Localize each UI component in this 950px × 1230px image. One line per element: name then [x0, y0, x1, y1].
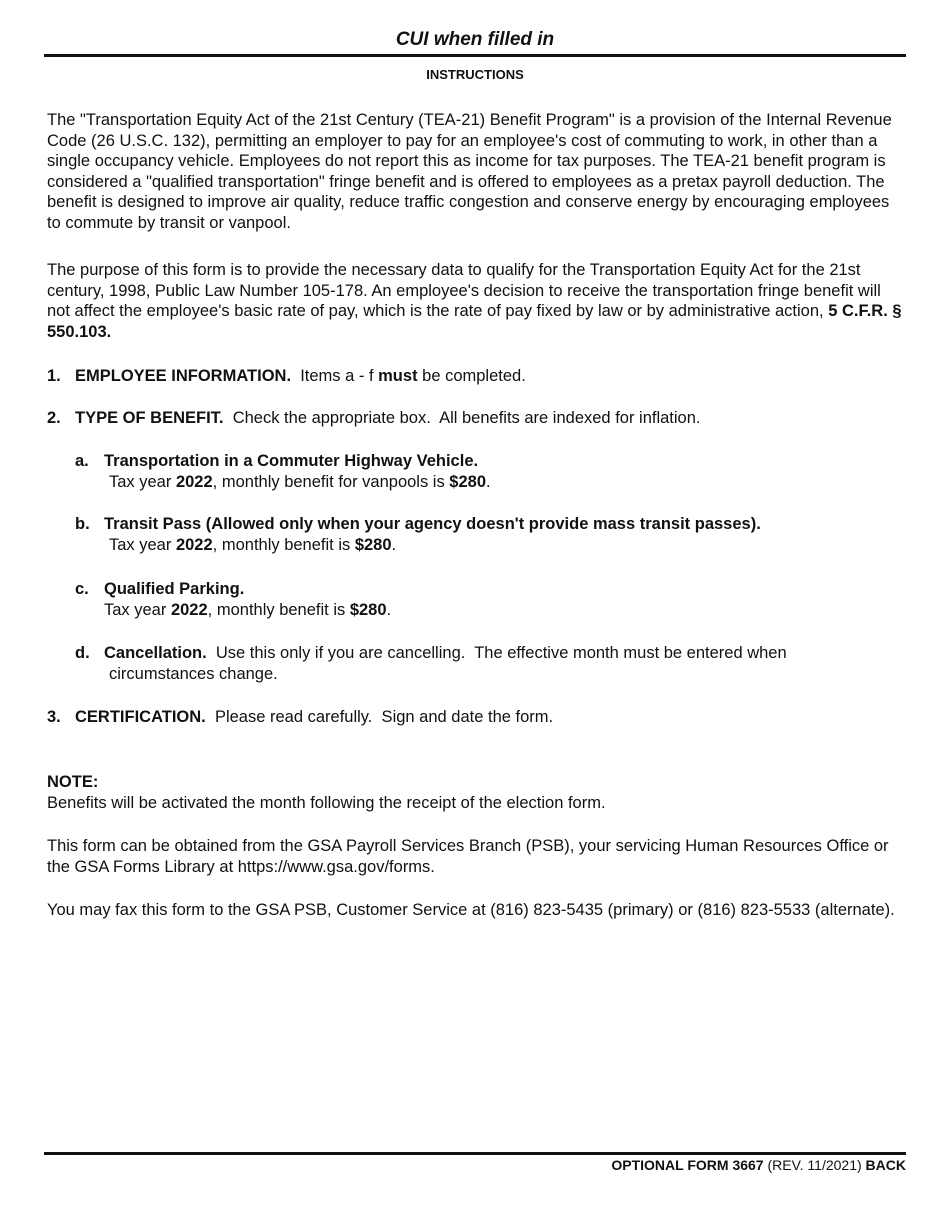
benefit-c-year: 2022 — [170, 601, 208, 619]
cfr-citation: 5 C.F.R. § 550.103. — [47, 302, 902, 341]
benefit-d-letter: d. — [75, 644, 90, 662]
benefit-b-amount: $280 — [354, 536, 392, 554]
item-3-heading: CERTIFICATION. — [75, 708, 206, 726]
benefit-a-detail: Tax year 2022, monthly benefit for vanpools is $280. — [109, 473, 491, 491]
form-revision: (REV. 11/2021) — [763, 1157, 866, 1173]
intro-paragraph-2-text: The purpose of this form is to provide the necessary data to qualify for the Transportation Equity Act for the 21st century, 1998, Public Law Number 105-178. An employee's decision to receive the transportation fringe benefit will not affect the employee's basic rate of pay, which is the rate of pay fixed by law or by administrative action, — [47, 261, 881, 321]
item-1-employee-information — [75, 366, 905, 387]
benefit-c-amount: $280 — [349, 601, 387, 619]
benefit-d-text: Use this only if you are cancelling. The effective month must be entered when — [206, 644, 787, 662]
benefit-a — [104, 451, 904, 493]
benefit-d — [104, 643, 904, 685]
cui-header-title: CUI when filled in — [395, 29, 555, 50]
footer-rule — [44, 1152, 906, 1155]
benefit-c-letter: c. — [75, 580, 89, 598]
item-1-number: 1. — [47, 367, 61, 385]
item-1-must: must — [378, 367, 418, 385]
benefit-c — [104, 579, 904, 621]
item-1-heading: EMPLOYEE INFORMATION. — [75, 367, 292, 385]
note-form-source-text: This form can be obtained from the GSA Payroll Services Branch (PSB), your servicing Human Resources Office or the GSA Forms Library at https://www.gsa.gov/forms. — [47, 837, 889, 876]
item-1-text-pre: Items a - f — [291, 367, 379, 385]
benefit-d-title: Cancellation. — [104, 644, 207, 662]
header-rule — [44, 54, 906, 57]
benefit-c-detail: Tax year 2022, monthly benefit is $280. — [104, 601, 392, 619]
note-activation-text: Benefits will be activated the month following the receipt of the election form. — [47, 794, 606, 812]
form-footer — [611, 1157, 906, 1174]
item-3-text: Please read carefully. Sign and date the form. — [205, 708, 554, 726]
intro-paragraph-1: The "Transportation Equity Act of the 21st Century (TEA-21) Benefit Program" is a provision of the Internal Revenue Code (26 U.S.C. 132), permitting an employer to pay for an employee's cost of commuting to work, in other than a single occupancy vehicle. Employees do not report this as income for tax purposes. The TEA-21 benefit program is considered a "qualified transportation" fringe benefit and is offered to employees as a pretax payroll deduction. The benefit is designed to improve air quality, reduce traffic congestion and conserve energy by encouraging employees to commute by transit or vanpool. — [47, 111, 892, 232]
benefit-b — [104, 514, 904, 556]
benefit-b-detail: Tax year 2022, monthly benefit is $280. — [109, 536, 397, 554]
intro-paragraph-2 — [47, 260, 907, 342]
item-1-text-post: be completed. — [417, 367, 526, 385]
item-3-number: 3. — [47, 708, 61, 726]
benefit-a-title: Transportation in a Commuter Highway Vehicle. — [104, 452, 479, 470]
form-side: BACK — [865, 1157, 906, 1173]
item-2-type-of-benefit — [75, 408, 905, 429]
item-3-certification — [75, 707, 905, 728]
note-fax-text: You may fax this form to the GSA PSB, Customer Service at (816) 823-5435 (primary) or (816) 823-5533 (alternate). — [47, 901, 895, 919]
benefit-b-title: Transit Pass (Allowed only when your agency doesn't provide mass transit passes). — [104, 515, 761, 533]
benefit-a-amount: $280 — [449, 473, 487, 491]
item-2-number: 2. — [47, 409, 61, 427]
benefit-b-letter: b. — [75, 515, 90, 533]
benefit-b-year: 2022 — [175, 536, 213, 554]
instructions-heading: INSTRUCTIONS — [426, 67, 524, 82]
benefit-c-title: Qualified Parking. — [104, 580, 245, 598]
benefit-a-year: 2022 — [175, 473, 213, 491]
benefit-a-letter: a. — [75, 452, 89, 470]
note-heading: NOTE: — [47, 773, 99, 791]
form-number: OPTIONAL FORM 3667 — [611, 1157, 764, 1173]
item-2-heading: TYPE OF BENEFIT. — [75, 409, 224, 427]
benefit-d-text-continued: circumstances change. — [109, 665, 278, 683]
item-2-text: Check the appropriate box. All benefits are indexed for inflation. — [223, 409, 701, 427]
